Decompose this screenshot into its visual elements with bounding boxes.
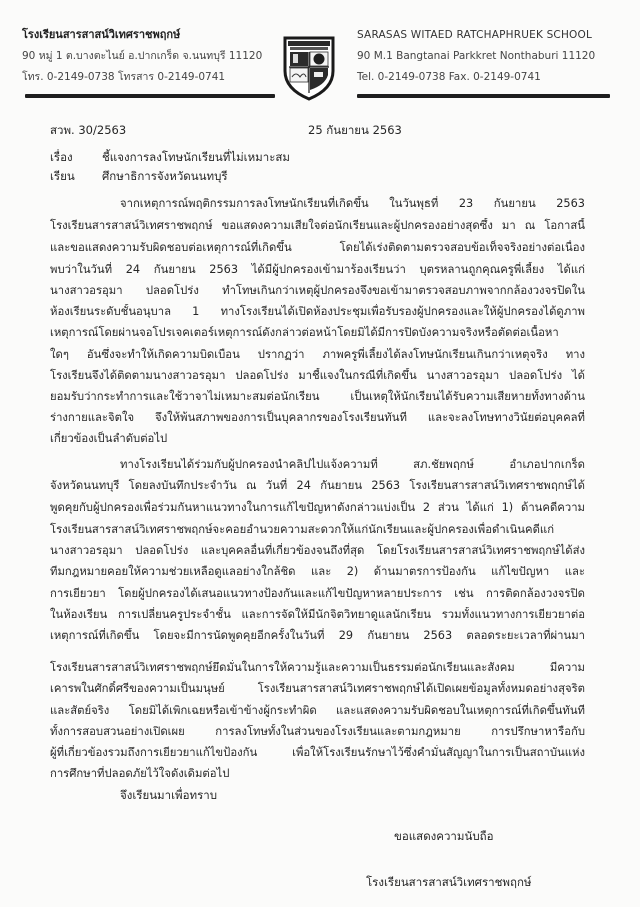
school-address-thai: 90 หมู่ 1 ต.บางตะไนย์ อ.ปากเกร็ด จ.นนทบุรี 11120 <box>22 50 263 62</box>
school-contact-english: Tel. 0-2149-0738 Fax. 0-2149-0741 <box>357 71 541 83</box>
letterhead-rule-right <box>357 94 610 98</box>
reference-number: สวพ. 30/2563 <box>50 123 127 137</box>
letterhead-english <box>357 28 627 84</box>
subject-text: ชี้แจงการลงโทษนักเรียนที่ไม่เหมาะสม <box>102 150 290 164</box>
recipient-text: ศึกษาธิการจังหวัดนนทบุรี <box>102 169 228 183</box>
paragraph-line: ร่างกายและจิตใจ จึงให้พ้นสภาพของการเป็นบุคลากรของโรงเรียนทันที และจะลงโทษทางวินัยต่อบุคคลที่ <box>50 411 585 424</box>
paragraph-line: โรงเรียนสารสาสน์วิเทศราชพฤกษ์ ขอแสดงความเสียใจต่อนักเรียนและผู้ปกครองอย่างสุดซึ้ง มา ณ โอกาสนี้ <box>50 219 585 232</box>
letter-date: 25 กันยายน 2563 <box>308 123 402 137</box>
paragraph-line: และสัตย์จริง โดยมิได้เพิกเฉยหรือเข้าข้างผู้กระทำผิด และแสดงความรับผิดชอบในเหตุการณ์ที่เกิดขึ้นทันที <box>50 704 585 717</box>
paragraph-line: เกี่ยวข้องเป็นลำดับต่อไป <box>50 432 168 445</box>
letterhead-rule-left <box>25 94 275 98</box>
paragraph-line: นางสาวอรอุมา ปลอดโปร่ง และบุคคลอื่นที่เกี่ยวข้องจนถึงที่สุด โดยโรงเรียนสารสาสน์วิเทศราชพฤกษ์ได้ส่ง <box>50 544 585 557</box>
school-address-english: 90 M.1 Bangtanai Parkkret Nonthaburi 11120 <box>357 50 596 62</box>
paragraph-line: จากเหตุการณ์พฤติกรรมการลงโทษนักเรียนที่เกิดขึ้น ในวันพุธที่ 23 กันยายน 2563 <box>120 197 585 210</box>
paragraph-line: เหตุการณ์ที่เกิดขึ้น โดยจะมีการนัดพูดคุยอีกครั้งในวันที่ 29 กันยายน 2563 ตลอดระยะเวลาที่ผ่านมา <box>50 629 585 642</box>
shield-icon <box>281 35 337 101</box>
paragraph-line: นางสาวอรอุมา ปลอดโปร่ง ทำโทษเกินกว่าเหตุผู้ปกครองจึงขอเข้ามาตรวจสอบภาพจากกล้องวงจรปิดใน <box>50 284 585 297</box>
signer-name: โรงเรียนสารสาสน์วิเทศราชพฤกษ์ <box>366 875 532 889</box>
letterhead-thai <box>22 28 272 84</box>
paragraph-line: โรงเรียนสารสาสน์วิเทศราชพฤกษ์จะคอยอำนวยความสะดวกให้แก่นักเรียนและผู้ปกครองเพื่อดำเนินคดีแก่ <box>50 523 555 536</box>
salutation: ขอแสดงความนับถือ <box>394 829 494 843</box>
paragraph-line: เหตุการณ์โดยผ่านจอโปรเจคเตอร์เหตุการณ์ดังกล่าวต่อหน้าโดยมิได้มีการปิดบังความจริงหรือตัดต่อเนื้อหา <box>50 326 559 339</box>
paragraph-line: การศึกษาที่ปลอดภัยไว้ใจดังเดิมต่อไป <box>50 767 230 780</box>
paragraph-line: ในห้องเรียน การเปลี่ยนครูประจำชั้น และการจัดให้มีนักจิตวิทยาดูแลนักเรียน รวมทั้งแนวทางการเยียวยาต่อ <box>50 608 585 621</box>
paragraph-line: ทั้งการสอบสวนอย่างเปิดเผย การลงโทษทั้งในส่วนของโรงเรียนและตามกฎหมาย การปรึกษาหารือกับ <box>50 725 585 738</box>
closing-line: จึงเรียนมาเพื่อทราบ <box>120 788 218 802</box>
paragraph-line: จังหวัดนนทบุรี โดยลงบันทึกประจำวัน ณ วันที่ 24 กันยายน 2563 โรงเรียนสารสาสน์วิเทศราชพฤกษ์ได้ <box>50 479 585 492</box>
paragraph-line: โรงเรียนจึงได้ติดตามนางสาวอรอุมา ปลอดโปร่ง มาชี้แจงในกรณีที่เกิดขึ้น นางสาวอรอุมา ปลอดโปร่ง ได้ <box>50 369 585 382</box>
paragraph-line: การเยียวยา โดยผู้ปกครองได้เสนอแนวทางป้องกันและแก้ไขปัญหาหลายประการ เช่น การติดกล้องวงจรปิด <box>50 587 585 600</box>
paragraph-line: พบว่าในวันที่ 24 กันยายน 2563 ได้มีผู้ปกครองเข้ามาร้องเรียนว่า บุตรหลานถูกคุณครูพี่เลี้ยง ได้แก่ <box>50 263 585 276</box>
paragraph-line: ห้องเรียนระดับชั้นอนุบาล 1 ทางโรงเรียนได้เปิดห้องประชุมเพื่อรับรองผู้ปกครองและให้ผู้ปกครองได้ดูภาพ <box>50 305 585 318</box>
paragraph-line: ทางโรงเรียนได้ร่วมกับผู้ปกครองนำคลิปไปแจ้งความที่ สภ.ชัยพฤกษ์ อำเภอปากเกร็ด <box>120 458 585 471</box>
paragraph-line: ผู้ที่เกี่ยวข้องรวมถึงการเยียวยาแก้ไขป้องกัน เพื่อให้โรงเรียนรักษาไว้ซึ่งคำมั่นสัญญาในการเป็นสถาบันแห่ง <box>50 746 585 759</box>
paragraph-line: และขอแสดงความรับผิดชอบต่อเหตุการณ์ที่เกิดขึ้น โดยได้เร่งติดตามตรวจสอบข้อเท็จจริงอย่างต่อเนื่อง <box>50 241 585 254</box>
paragraph-line: ยอมรับว่ากระทำการและใช้วาจาไม่เหมาะสมต่อนักเรียน เป็นเหตุให้นักเรียนได้รับความเสียหายทั้งทางด้าน <box>50 390 585 403</box>
paragraph-line: ทีมกฎหมายคอยให้ความช่วยเหลือดูแลอย่างใกล้ชิด และ 2) ด้านมาตรการป้องกัน แก้ไขปัญหา และ <box>50 565 585 578</box>
subject-label: เรื่อง <box>50 150 73 164</box>
subject-row <box>50 149 290 165</box>
school-name-english: SARASAS WITAED RATCHAPHRUEK SCHOOL <box>357 29 593 41</box>
recipient-label: เรียน <box>50 169 75 183</box>
paragraph-line: โรงเรียนสารสาสน์วิเทศราชพฤกษ์ยึดมั่นในการให้ความรู้และความเป็นธรรมต่อนักเรียนและสังคม มีความ <box>50 661 585 674</box>
school-name-thai: โรงเรียนสารสาสน์วิเทศราชพฤกษ์ <box>22 28 181 41</box>
school-contact-thai: โทร. 0-2149-0738 โทรสาร 0-2149-0741 <box>22 71 226 83</box>
paragraph-line: ใดๆ อันซึ่งจะทำให้เกิดความบิดเบือน ปรากฏว่า ภาพครูพี่เลี้ยงได้ลงโทษนักเรียนเกินกว่าเหตุจริง ทาง <box>50 348 585 361</box>
school-crest-logo <box>281 35 337 101</box>
paragraph-line: พูดคุยกับผู้ปกครองเพื่อร่วมกันหาแนวทางในการแก้ไขปัญหาดังกล่าวแบ่งเป็น 2 ส่วน ได้แก่ 1) ด้านคดีความ <box>50 501 585 514</box>
paragraph-line: เคารพในศักดิ์ศรีของความเป็นมนุษย์ โรงเรียนสารสาสน์วิเทศราชพฤกษ์ได้เปิดเผยข้อมูลทั้งหมดอย่างสุจริต <box>50 682 585 695</box>
recipient-row <box>50 168 228 184</box>
